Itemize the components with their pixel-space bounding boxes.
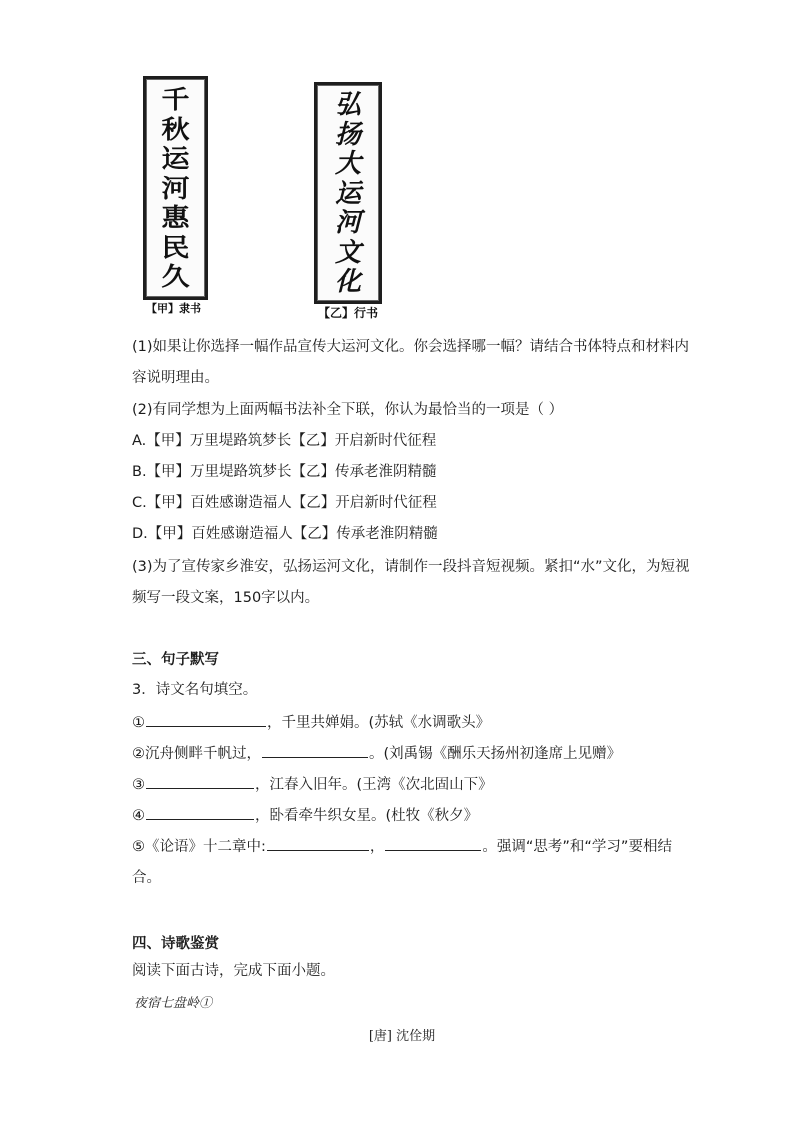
- poem-title: 夜宿七盘岭①: [134, 996, 213, 1011]
- fill-item-4: [132, 805, 478, 826]
- scroll-yi-char: 大: [334, 149, 361, 179]
- scroll-jia-char: 河: [161, 173, 190, 203]
- section-4-prompt: 阅读下面古诗，完成下面小题。: [132, 963, 335, 979]
- fill-blank[interactable]: [146, 774, 254, 789]
- question-1-line-1: (1)如果让你选择一幅作品宣传大运河文化。你会选择哪一幅？请结合书体特点和材料内: [132, 339, 690, 355]
- scroll-yi-char: 文: [334, 237, 361, 268]
- fill-item-number: ①: [132, 715, 145, 731]
- fill-item-text-after: ，卧看牵牛织女星。(杜牧《秋夕》: [255, 808, 479, 824]
- scroll-jia-char: 民: [161, 232, 190, 262]
- scroll-yi-char: 运: [334, 178, 361, 209]
- fill-item-number: ③: [132, 777, 145, 793]
- question-3-line-1: (3)为了宣传家乡淮安，弘扬运河文化，请制作一段抖音短视频。紧扣“水”文化，为短视: [132, 559, 690, 575]
- scroll-yi-char: 扬: [334, 119, 361, 150]
- question-3-line-2: 频写一段文案，150字以内。: [132, 590, 320, 606]
- scroll-yi-caption: 【乙】行书: [318, 306, 379, 320]
- calligraphy-scroll-yi: [314, 82, 382, 304]
- fill-item-text-middle: ，: [369, 839, 385, 855]
- question-2-option-b: B.【甲】万里堤路筑梦长【乙】传承老淮阴精髓: [132, 464, 437, 480]
- scroll-yi-text: [317, 91, 379, 298]
- poem-author: [唐] 沈佺期: [368, 1029, 436, 1044]
- calligraphy-scroll-jia: [143, 76, 208, 300]
- scroll-yi-char: 化: [334, 267, 361, 297]
- section-4-heading: 四、诗歌鉴赏: [132, 936, 219, 952]
- scroll-yi-char: 河: [334, 208, 361, 238]
- fill-item-number: ④: [132, 808, 145, 824]
- fill-item-number: ⑤: [132, 839, 145, 855]
- question-2-stem: (2)有同学想为上面两幅书法补全下联，你认为最恰当的一项是（ ）: [132, 402, 564, 418]
- scroll-jia-char: 久: [161, 262, 190, 291]
- fill-item-5-line-2: 合。: [132, 870, 161, 886]
- fill-item-text-before: 沉舟侧畔千帆过，: [145, 746, 261, 762]
- fill-item-text-before: 《论语》十二章中:: [145, 839, 266, 855]
- fill-item-2: [132, 743, 621, 764]
- fill-item-5-line-1: [132, 836, 672, 857]
- fill-blank[interactable]: [267, 836, 369, 851]
- fill-item-text-after: ，千里共婵娟。(苏轼《水调歌头》: [267, 715, 491, 731]
- scroll-jia-char: 秋: [161, 114, 190, 144]
- question-1-line-2: 容说明理由。: [132, 370, 219, 386]
- question-2-option-a: A.【甲】万里堤路筑梦长【乙】开启新时代征程: [132, 433, 437, 449]
- fill-item-text-after: ，江春入旧年。(王湾《次北固山下》: [255, 777, 493, 793]
- fill-blank[interactable]: [262, 743, 368, 758]
- section-3-heading: 三、句子默写: [132, 652, 219, 668]
- fill-blank[interactable]: [146, 805, 254, 820]
- fill-blank[interactable]: [385, 836, 481, 851]
- fill-item-number: ②: [132, 746, 145, 762]
- scroll-jia-text: [146, 85, 205, 292]
- scroll-jia-caption: 【甲】隶书: [146, 302, 201, 315]
- question-2-option-d: D.【甲】百姓感谢造福人【乙】传承老淮阴精髓: [132, 526, 438, 542]
- scroll-jia-char: 千: [161, 85, 190, 114]
- fill-item-1: [132, 712, 490, 733]
- fill-item-text-after: 。(刘禹锡《酬乐天扬州初逢席上见赠》: [369, 746, 622, 762]
- scroll-jia-char: 惠: [161, 203, 190, 232]
- scroll-jia-char: 运: [161, 144, 190, 173]
- fill-item-text-after: 。强调“思考”和“学习”要相结: [482, 839, 672, 855]
- question-2-option-c: C.【甲】百姓感谢造福人【乙】开启新时代征程: [132, 495, 437, 511]
- scroll-yi-char: 弘: [334, 90, 361, 120]
- fill-blank[interactable]: [146, 712, 266, 727]
- fill-item-3: [132, 774, 493, 795]
- section-3-prompt: 3．诗文名句填空。: [132, 682, 258, 698]
